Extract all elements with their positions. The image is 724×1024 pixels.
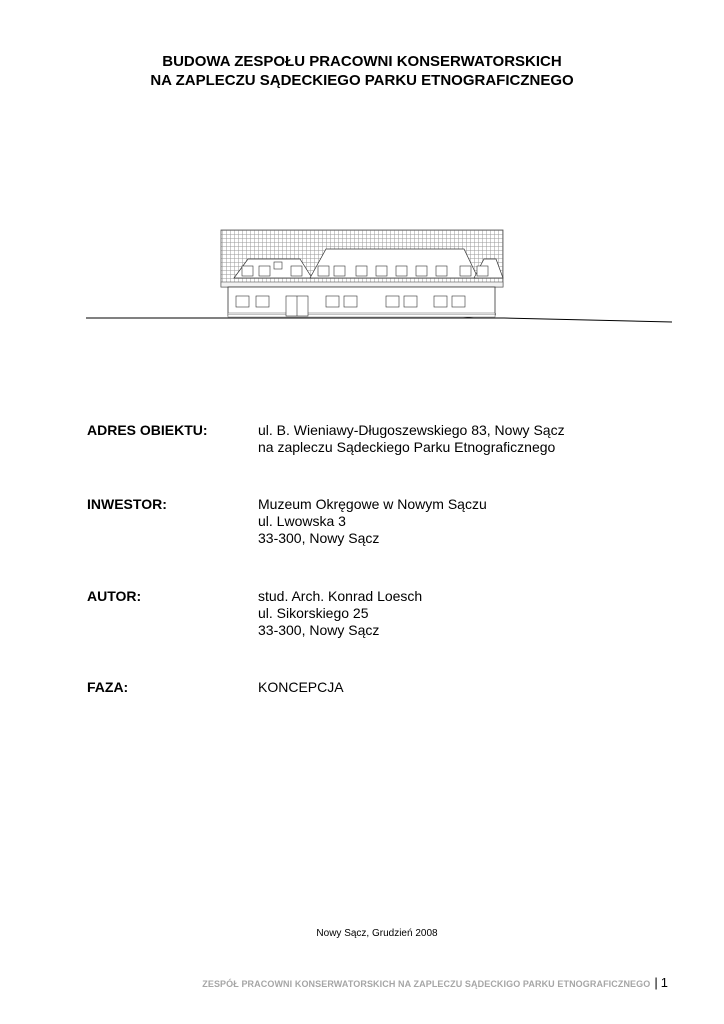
- footer-separator: |: [654, 975, 658, 990]
- building-elevation-drawing: [86, 226, 676, 326]
- place-and-date: Nowy Sącz, Grudzień 2008: [316, 928, 438, 939]
- investor-line: Muzeum Okręgowe w Nowym Sączu: [258, 496, 487, 512]
- title-line-2: NA ZAPLECZU SĄDECKIEGO PARKU ETNOGRAFICZNEGO: [150, 72, 574, 89]
- author-label: AUTOR:: [87, 588, 142, 604]
- author-line: ul. Sikorskiego 25: [258, 605, 369, 621]
- footer-text: ZESPÓŁ PRACOWNI KONSERWATORSKICH NA ZAPLECZU SĄDECKIGO PARKU ETNOGRAFICZNEGO: [202, 979, 651, 989]
- title-line-1: BUDOWA ZESPOŁU PRACOWNI KONSERWATORSKICH: [162, 53, 562, 70]
- document-title: [0, 52, 724, 90]
- phase-label: FAZA:: [87, 679, 129, 695]
- investor-label: INWESTOR:: [87, 496, 167, 512]
- investor-value: [258, 496, 487, 547]
- author-line: stud. Arch. Konrad Loesch: [258, 588, 423, 604]
- author-value: [258, 588, 422, 639]
- author-line: 33-300, Nowy Sącz: [258, 622, 380, 638]
- investor-line: 33-300, Nowy Sącz: [258, 530, 380, 546]
- address-value: [258, 422, 565, 456]
- address-label: ADRES OBIEKTU:: [87, 422, 208, 438]
- phase-value: [258, 679, 344, 696]
- page-number: 1: [660, 975, 668, 990]
- address-line: ul. B. Wieniawy-Długoszewskiego 83, Nowy Sącz: [258, 422, 565, 438]
- phase-line: KONCEPCJA: [258, 679, 344, 695]
- page-footer: [202, 975, 668, 990]
- address-line: na zapleczu Sądeckiego Parku Etnograficznego: [258, 439, 556, 455]
- investor-line: ul. Lwowska 3: [258, 513, 346, 529]
